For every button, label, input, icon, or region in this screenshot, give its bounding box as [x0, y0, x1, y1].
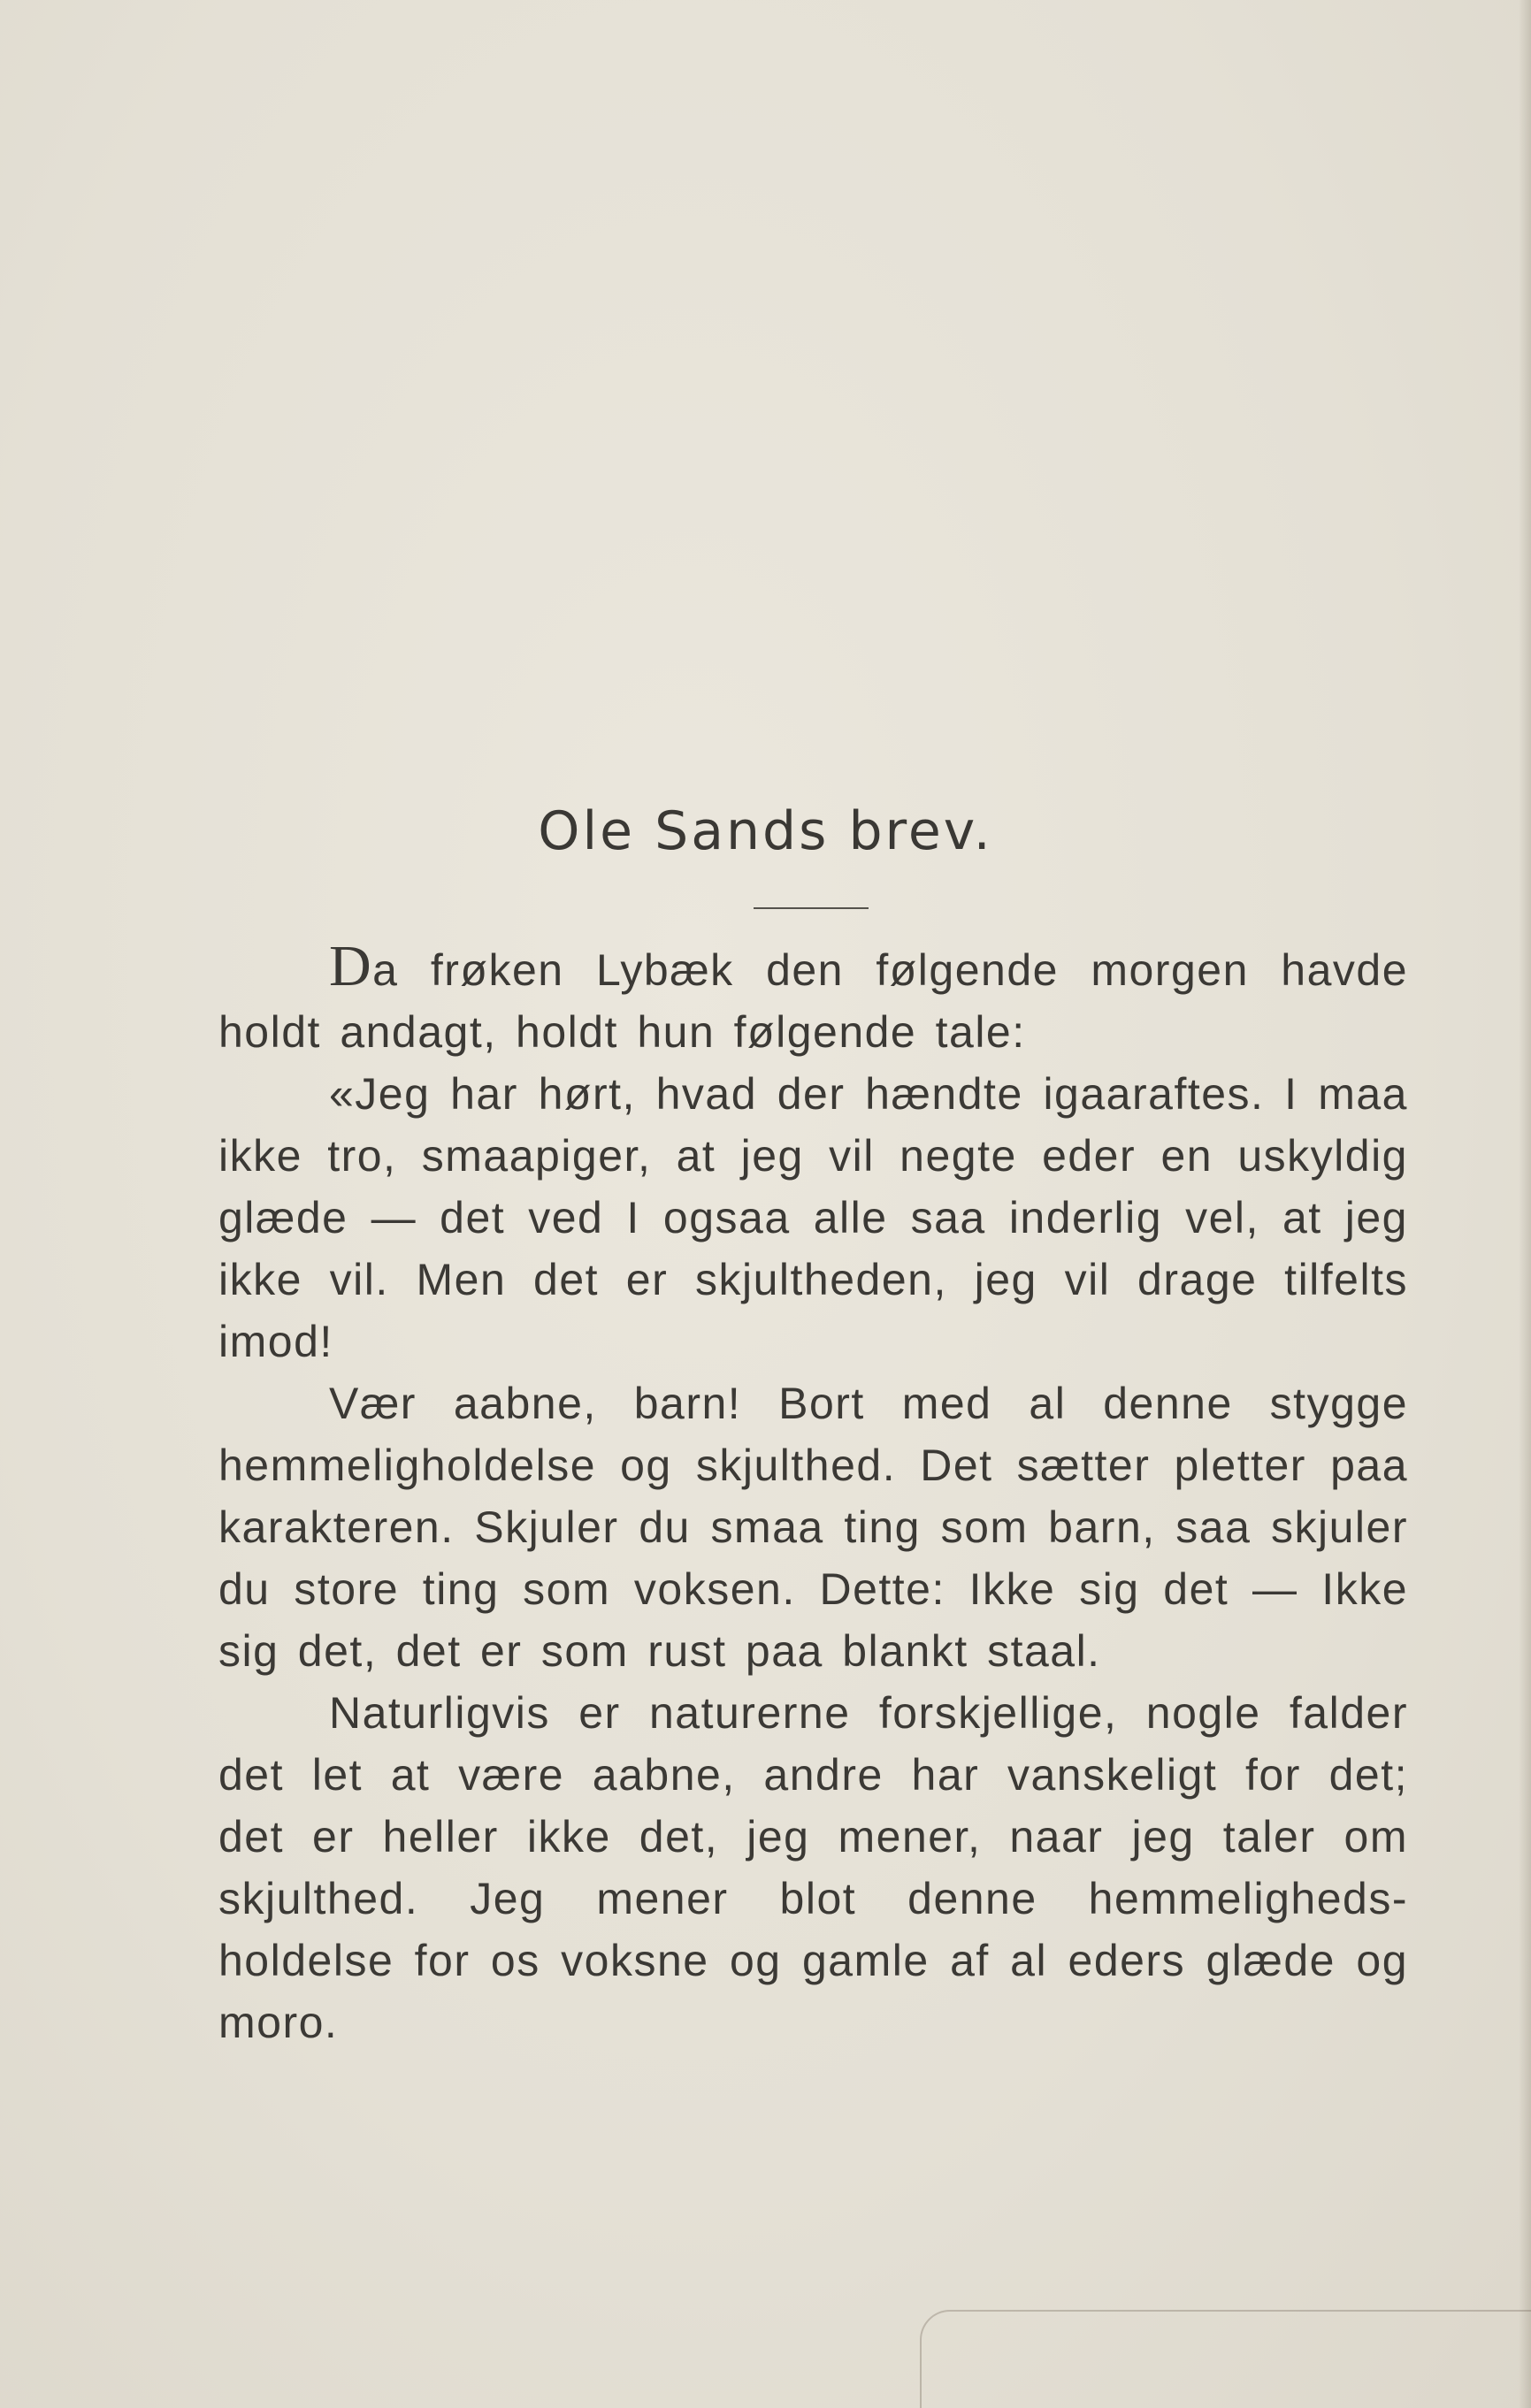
page-edge-shadow: [1519, 0, 1531, 2408]
drop-cap: D: [329, 934, 373, 998]
title-divider: [754, 907, 869, 909]
chapter-body: [218, 936, 1408, 2053]
paragraph-1: [218, 936, 1408, 1063]
paragraph-1-text: a frøken Lybæk den følgende morgen havde holdt andagt, holdt hun følgende tale:: [218, 945, 1408, 1057]
paragraph-4: Naturligvis er naturerne forskjellige, nogle falder det let at være aabne, andre har vanskeligt for det; det er heller ikke det, jeg mener, naar jeg taler om skjulthed. Jeg mener blot denne hemmeligheds-holdelse for os voksne og gamle af al eders glæde og moro.: [218, 1688, 1408, 2047]
page-corner-fold: [920, 2310, 1531, 2408]
paragraph-3: Vær aabne, barn! Bort med al denne stygge hemmeligholdelse og skjulthed. Det sætter pletter paa karakteren. Skjuler du smaa ting som barn, saa skjuler du store ting som voksen. Dette: Ikke sig det — Ikke sig det, det er som rust paa blankt staal.: [218, 1379, 1408, 1676]
chapter-title: Ole Sands brev.: [538, 800, 993, 862]
paragraph-2: «Jeg har hørt, hvad der hændte igaaraftes. I maa ikke tro, smaapiger, at jeg vil negte eder en uskyldig glæde — det ved I ogsaa alle saa inderlig vel, at jeg ikke vil. Men det er skjultheden, jeg vil drage tilfelts imod!: [218, 1069, 1408, 1366]
